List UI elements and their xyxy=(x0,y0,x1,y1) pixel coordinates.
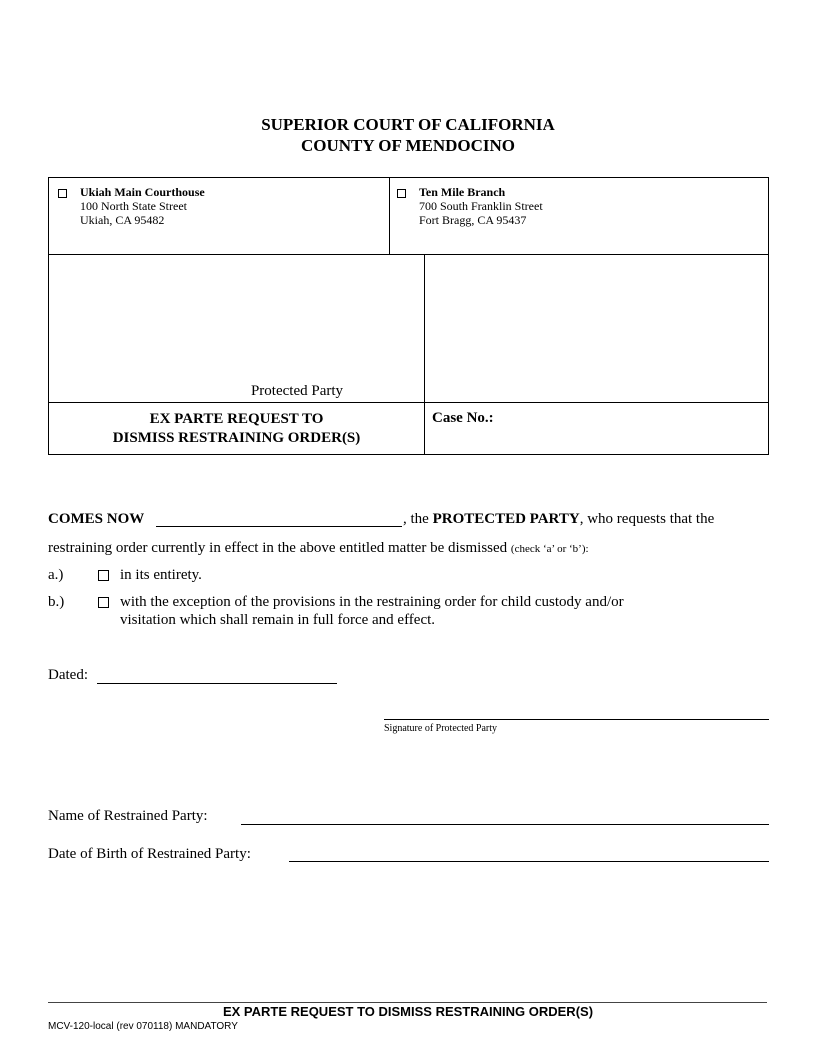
footer-title: EX PARTE REQUEST TO DISMISS RESTRAINING ORDER(S) xyxy=(222,1004,594,1019)
case-number-label: Case No.: xyxy=(432,410,494,426)
ten-mile-location-address xyxy=(419,185,543,227)
court-name-heading: SUPERIOR COURT OF CALIFORNIA xyxy=(261,115,555,134)
form-title-line1: EX PARTE REQUEST TO xyxy=(149,411,324,427)
restrained-dob-field[interactable] xyxy=(289,861,769,862)
option-b-text-line2: visitation which shall remain in full force and effect. xyxy=(120,612,436,628)
option-a-label: a.) xyxy=(48,567,64,583)
location-city: Fort Bragg, CA 95437 xyxy=(419,213,527,227)
footer-rule xyxy=(48,1002,767,1003)
protected-party-name-field[interactable] xyxy=(156,526,402,527)
option-b-label: b.) xyxy=(48,594,65,610)
date-field[interactable] xyxy=(97,683,337,684)
restrained-name-field[interactable] xyxy=(241,824,769,825)
who-requests-text: , who requests that the xyxy=(579,511,715,527)
dismiss-request-line xyxy=(48,540,589,557)
comes-now-continued xyxy=(403,511,714,528)
protected-party-label: Protected Party xyxy=(250,383,344,399)
signature-caption: Signature of Protected Party xyxy=(384,723,498,734)
protected-party-caps: PROTECTED PARTY xyxy=(432,511,580,527)
option-a-text: in its entirety. xyxy=(120,567,202,583)
caption-box xyxy=(48,177,769,455)
form-code: MCV-120-local (rev 070118) MANDATORY xyxy=(48,1021,238,1032)
caption-divider-top xyxy=(49,254,768,255)
signature-field[interactable] xyxy=(384,719,769,720)
county-heading: COUNTY OF MENDOCINO xyxy=(300,136,516,155)
comes-now-label: COMES NOW xyxy=(48,511,145,527)
location-name: Ten Mile Branch xyxy=(419,185,506,199)
form-title-line2: DISMISS RESTRAINING ORDER(S) xyxy=(112,430,361,446)
dated-label: Dated: xyxy=(48,667,88,683)
dismiss-request-text: restraining order currently in effect in the above entitled matter be dismissed xyxy=(48,540,508,556)
option-b-text-line1: with the exception of the provisions in the restraining order for child custody and/or xyxy=(120,594,624,610)
location-street: 100 North State Street xyxy=(80,199,187,213)
form-title xyxy=(49,410,424,448)
location-city: Ukiah, CA 95482 xyxy=(80,213,165,227)
restrained-dob-label: Date of Birth of Restrained Party: xyxy=(48,846,251,862)
location-street: 700 South Franklin Street xyxy=(419,199,543,213)
option-b-checkbox[interactable] xyxy=(98,597,109,608)
ukiah-location-address xyxy=(80,185,205,227)
location-name: Ukiah Main Courthouse xyxy=(80,185,205,199)
restrained-name-label: Name of Restrained Party: xyxy=(48,808,208,824)
caption-divider-bottom xyxy=(49,402,768,403)
option-a-checkbox[interactable] xyxy=(98,570,109,581)
comma-the-text: , the xyxy=(403,511,429,527)
caption-vertical-divider xyxy=(424,254,425,455)
check-note: (check ‘a’ or ‘b’): xyxy=(510,543,589,555)
ten-mile-location-checkbox[interactable] xyxy=(397,189,406,198)
comes-now-line xyxy=(48,511,144,528)
ukiah-location-checkbox[interactable] xyxy=(58,189,67,198)
location-divider xyxy=(389,178,390,254)
